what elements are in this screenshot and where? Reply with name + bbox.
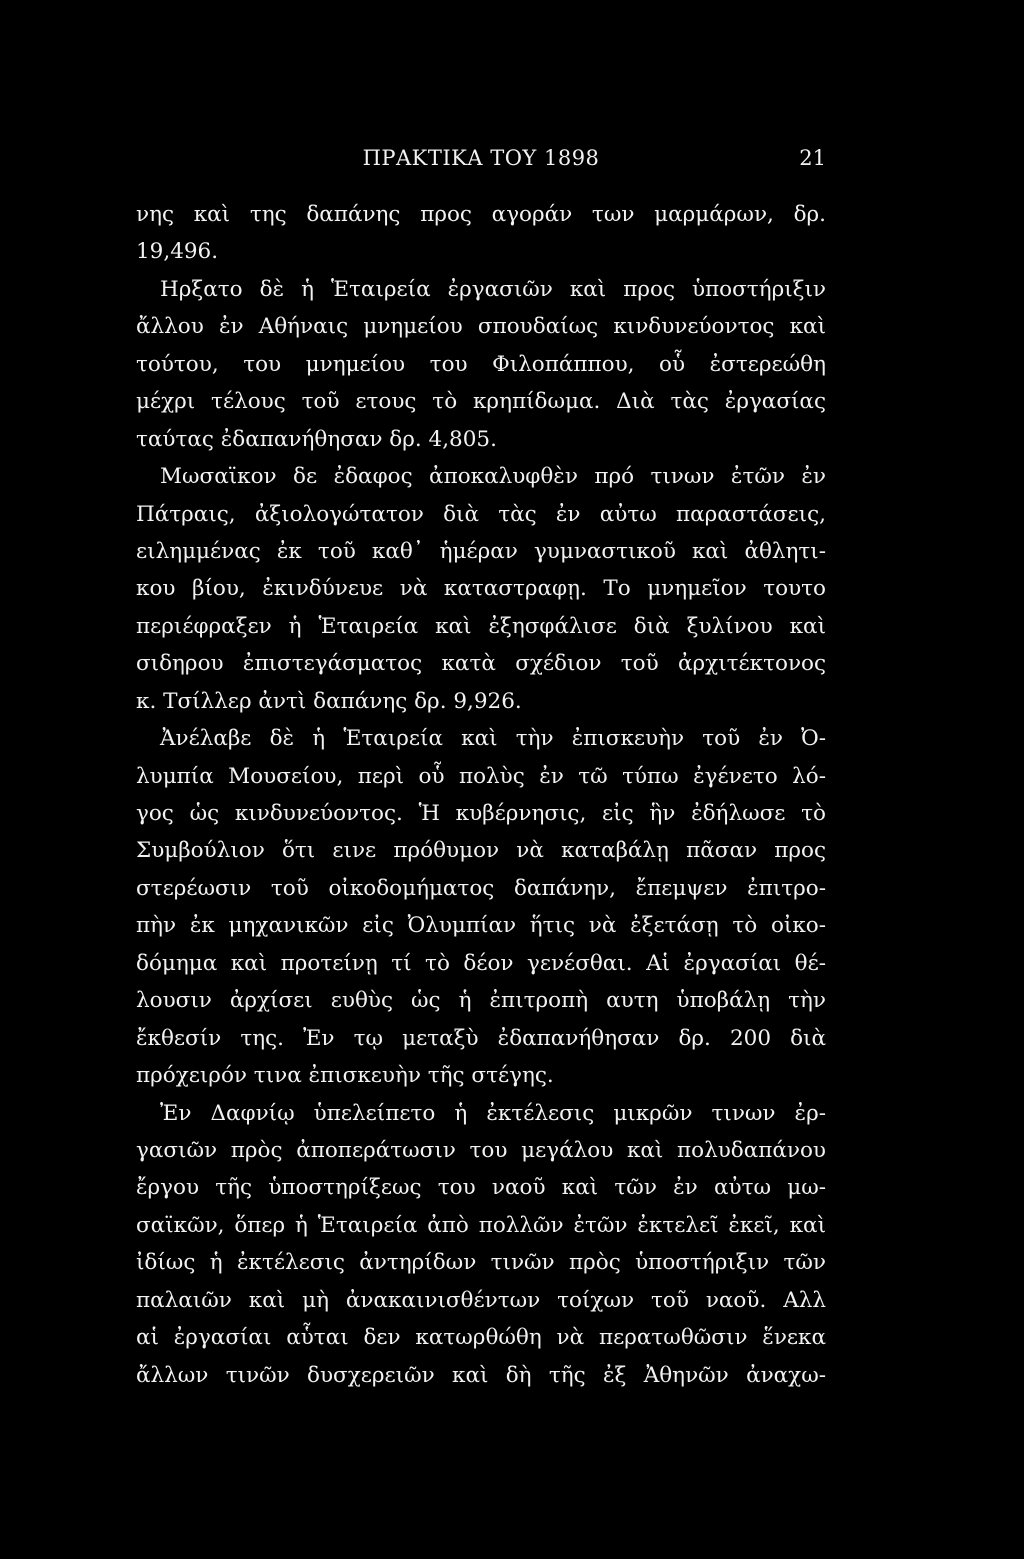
text-line: Μωσαϊκον δε ἐδαφος ἀποκαλυφθὲν πρό τινων ἐτῶν ἐν — [160, 464, 826, 490]
text-line: γασιῶν πρὸς ἀποπεράτωσιν του μεγάλου καὶ πολυδαπάνου — [136, 1137, 826, 1163]
text-line: κ. Τσίλλερ ἀντὶ δαπάνης δρ. 9,926. — [136, 688, 522, 714]
text-line: Ἐν Δαφνίῳ ὑπελείπετο ἡ ἐκτέλεσις μικρῶν τινων ἐρ- — [160, 1100, 826, 1126]
text-line: νης καὶ της δαπάνης προς αγοράν των μαρμάρων, δρ. — [136, 202, 826, 227]
text-line: πρόχειρόν τινα ἐπισκευὴν τῆς στέγης. — [136, 1063, 554, 1089]
text-line: τούτου, του μνημείου του Φιλοπάππου, οὗ ἐστερεώθη — [136, 351, 826, 377]
page-header — [136, 146, 826, 182]
text-line: δόμημα καὶ προτείνῃ τί τὸ δέον γενέσθαι. Αἱ ἐργασίαι θέ- — [136, 950, 826, 976]
text-line: ἄλλου ἐν Αθήναις μνημείου σπουδαίως κινδυνεύοντος καὶ — [136, 314, 826, 340]
text-line: λουσιν ἀρχίσει ευθὺς ὡς ἡ ἐπιτροπὴ αυτη ὑποβάλῃ τὴν — [136, 988, 826, 1014]
text-line: παλαιῶν καὶ μὴ ἀνακαινισθέντων τοίχων τοῦ ναοῦ. Αλλ — [136, 1287, 826, 1313]
text-line: ειλημμένας ἐκ τοῦ καθ᾽ ἡμέραν γυμναστικοῦ καὶ ἀθλητι- — [136, 538, 826, 564]
text-line: ἄλλων τινῶν δυσχερειῶν καὶ δὴ τῆς ἐξ Ἀθηνῶν ἀναχω- — [136, 1362, 826, 1388]
text-line: περιέφραξεν ἡ Ἑταιρεία καὶ ἐξησφάλισε διὰ ξυλίνου καὶ — [136, 613, 826, 639]
text-line: 19,496. — [136, 239, 219, 265]
text-line: κου βίου, ἐκινδύνευε νὰ καταστραφῃ. Το μνημεῖον τουτο — [136, 576, 826, 602]
text-line: μέχρι τέλους τοῦ ετους τὸ κρηπίδωμα. Διὰ τὰς ἐργασίας — [136, 389, 826, 415]
text-line: γος ὡς κινδυνεύοντος. Ἡ κυβέρνησις, εἰς ἣν ἐδήλωσε τὸ — [136, 801, 826, 826]
text-line: ἰδίως ἡ ἐκτέλεσις ἀντηρίδων τινῶν πρὸς ὑποστήριξιν τῶν — [136, 1250, 826, 1276]
text-line: ταύτας ἐδαπανήθησαν δρ. 4,805. — [136, 426, 497, 452]
text-line: σιδηρου ἐπιστεγάσματος κατὰ σχέδιον τοῦ ἀρχιτέκτονος — [136, 651, 826, 677]
text-line: ἔργου τῆς ὑποστηρίξεως του ναοῦ καὶ τῶν ἐν αὐτω μω- — [136, 1175, 826, 1201]
page-number: 21 — [799, 146, 826, 170]
text-line: Ἀνέλαβε δὲ ἡ Ἑταιρεία καὶ τὴν ἐπισκευὴν τοῦ ἐν Ὀ- — [160, 726, 826, 752]
text-line: σαϊκῶν, ὅπερ ἡ Ἑταιρεία ἀπὸ πολλῶν ἐτῶν ἐκτελεῖ ἐκεῖ, καὶ — [136, 1212, 826, 1238]
text-line: Ηρξατο δὲ ἡ Ἑταιρεία ἐργασιῶν καὶ προς ὑποστήριξιν — [160, 276, 826, 302]
text-line: Συμβούλιον ὅτι εινε πρόθυμον νὰ καταβάλῃ πᾶσαν προς — [136, 838, 826, 864]
text-line: λυμπία Μουσείου, περὶ οὗ πολὺς ἐν τῶ τύπω ἐγένετο λό- — [136, 763, 826, 789]
text-line: ἔκθεσίν της. Ἐν τῳ μεταξὺ ἐδαπανήθησαν δρ. 200 διὰ — [136, 1025, 826, 1051]
body-text — [136, 196, 826, 1394]
text-line: αἱ ἐργασίαι αὗται δεν κατωρθώθη νὰ περατωθῶσιν ἕνεκα — [136, 1325, 826, 1351]
text-line: στερέωσιν τοῦ οἰκοδομήματος δαπάνην, ἔπεμψεν ἐπιτρο- — [136, 875, 826, 901]
text-line: Πάτραις, ἀξιολογώτατον διὰ τὰς ἐν αὐτω παραστάσεις, — [136, 501, 826, 527]
running-title: ΠΡΑΚΤΙΚΑ ΤΟΥ 1898 — [362, 146, 600, 170]
text-line: πὴν ἐκ μηχανικῶν εἰς Ὀλυμπίαν ἥτις νὰ ἐξετάσῃ τὸ οἰκο- — [136, 913, 826, 939]
